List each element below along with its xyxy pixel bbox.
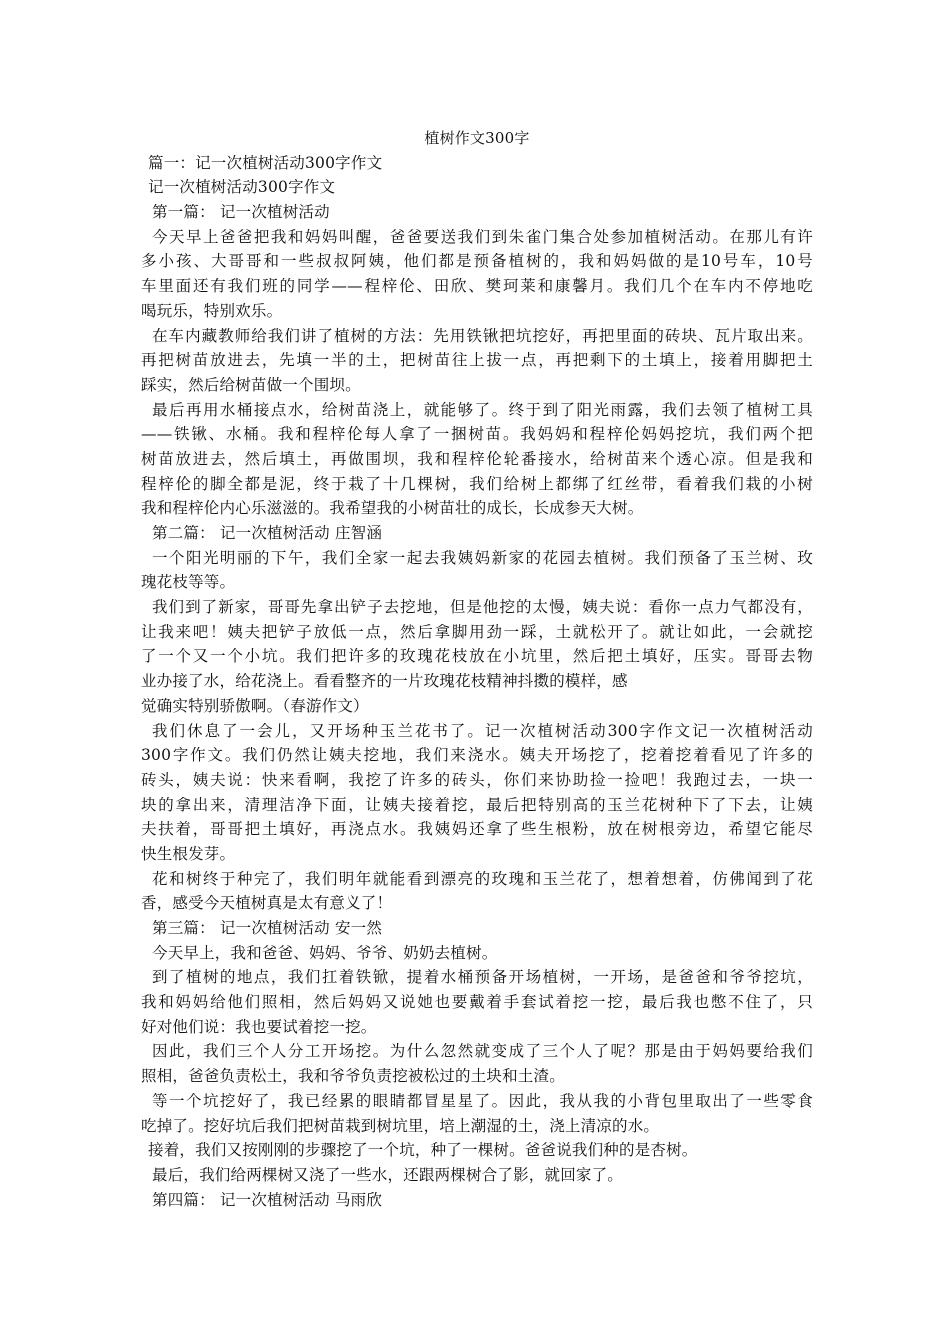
paragraph-line: 让我来吧！姨夫把铲子放低一点，然后拿脚用劲一踩，土就松开了。就让如此，一会就挖 — [141, 622, 813, 641]
paragraph-line: 块的拿出来，清理洁净下面，让姨夫接着挖，最后把特别高的玉兰花树种下了下去，让姨 — [141, 795, 813, 814]
paragraph-line: 我们休息了一会儿，又开场种玉兰花书了。记一次植树活动300字作文记一次植树活动 — [152, 721, 813, 740]
paragraph-line: 我们到了新家，哥哥先拿出铲子去挖地，但是他挖的太慢，姨夫说：看你一点力气都没有， — [152, 598, 813, 617]
paragraph-line: 再把树苗放进去，先填一半的土，把树苗往上拔一点，再把剩下的土填上，接着用脚把土 — [141, 351, 813, 370]
section-heading-3: 第三篇： 记一次植树活动 安一然 — [152, 919, 383, 937]
paragraph-line: 夫扶着，哥哥把土填好，再浇点水。我姨妈还拿了些生根粉，放在树根旁边，希望它能尽 — [141, 820, 813, 839]
paragraph-line: 业办接了水，给花浇上。看看整齐的一片玫瑰花枝精神抖擞的模样，感 — [141, 672, 628, 691]
paragraph-line: 多小孩、大哥哥和一些叔叔阿姨，他们都是预备植树的，我和妈妈做的是10号车，10号 — [141, 252, 813, 271]
paragraph-line: 程梓伦的脚全都是泥，终于栽了十几棵树，我们给树上都绑了红丝带，看着我们栽的小树 — [141, 474, 813, 493]
paragraph-line: 踩实，然后给树苗做一个围坝。 — [141, 375, 361, 394]
paragraph-line: 树苗放进去，然后填土，再做围坝，我和程梓伦轮番接水，给树苗来个透心凉。但是我和 — [141, 449, 813, 468]
paragraph-line: 照相，爸爸负责松土，我和爷爷负责挖被松过的土块和土渣。 — [141, 1067, 565, 1086]
paragraph-line: 因此，我们三个人分工开场挖。为什么忽然就变成了三个人了呢？那是由于妈妈要给我们 — [152, 1042, 813, 1061]
section-heading-4: 第四篇： 记一次植树活动 马雨欣 — [152, 1190, 383, 1209]
paragraph-line: 等一个坑挖好了，我已经累的眼睛都冒星星了。因此，我从我的小背包里取出了一些零食 — [152, 1091, 813, 1110]
paragraph-line: 在车内藏教师给我们讲了植树的方法：先用铁锹把坑挖好，再把里面的砖块、瓦片取出来。 — [152, 326, 813, 345]
paragraph-line: 我和程梓伦内心乐滋滋的。我希望我的小树苗壮的成长，长成参天大树。 — [141, 499, 644, 518]
paragraph-line: 300字作文。我们仍然让姨夫挖地，我们来浇水。姨夫开场挖了，挖着挖着看见了许多的 — [141, 746, 813, 765]
paragraph-line: 了一个又一个小坑。我们把许多的玫瑰花枝放在小坑里，然后把土填好，压实。哥哥去物 — [141, 647, 813, 666]
paragraph-line: 花和树终于种完了，我们明年就能看到漂亮的玫瑰和玉兰花了，想着想着，仿佛闻到了花 — [152, 869, 813, 888]
document-title: 植树作文300字 — [424, 129, 530, 147]
section-heading-2: 第二篇： 记一次植树活动 庄智涵 — [152, 524, 383, 542]
paragraph-line: 好对他们说：我也要试着挖一挖。 — [141, 1017, 377, 1036]
paragraph-line: 今天早上爸爸把我和妈妈叫醒，爸爸要送我们到朱雀门集合处参加植树活动。在那儿有许 — [152, 227, 813, 246]
paragraph-line: 瑰花枝等等。 — [141, 573, 236, 592]
document-page — [141, 126, 813, 1212]
paragraph-line: 吃掉了。挖好坑后我们把树苗栽到树坑里，培上潮湿的土，浇上清凉的水。 — [141, 1116, 660, 1135]
paragraph-line: 我和妈妈给他们照相，然后妈妈又说她也要戴着手套试着挖一挖，最后我也憋不住了，只 — [141, 993, 813, 1012]
paragraph-line: 今天早上，我和爸爸、妈妈、爷爷、奶奶去植树。 — [152, 943, 498, 962]
paragraph-line: 最后再用水桶接点水，给树苗浇上，就能够了。终于到了阳光雨露，我们去领了植树工具 — [152, 400, 813, 419]
paragraph-line: 接着，我们又按刚刚的步骤挖了一个坑，种了一棵树。爸爸说我们种的是杏树。 — [148, 1141, 698, 1160]
paragraph-line: 到了植树的地点，我们扛着铁锨，提着水桶预备开场植树，一开场，是爸爸和爷爷挖坑， — [152, 968, 813, 987]
paragraph-line: 车里面还有我们班的同学——程梓伦、田欣、樊珂莱和康馨月。我们几个在车内不停地吃 — [141, 277, 813, 296]
paragraph-line: 一个阳光明丽的下午，我们全家一起去我姨妈新家的花园去植树。我们预备了玉兰树、玫 — [152, 548, 813, 567]
paragraph-line: 喝玩乐，特别欢乐。 — [141, 301, 283, 320]
subheading: 记一次植树活动300字作文 — [148, 178, 336, 197]
paragraph-line: 觉确实特别骄傲啊。（春游作文） — [141, 696, 369, 715]
paragraph-line: 砖头，姨夫说：快来看啊，我挖了许多的砖头，你们来协助捡一捡吧！我跑过去，一块一 — [141, 770, 813, 789]
paragraph-line: ——铁锹、水桶。我和程梓伦每人拿了一捆树苗。我妈妈和程梓伦妈妈挖坑，我们两个把 — [141, 425, 813, 444]
heading-article-1: 篇一：记一次植树活动300字作文 — [148, 153, 383, 172]
section-heading-1: 第一篇： 记一次植树活动 — [152, 203, 330, 222]
paragraph-line: 快生根发芽。 — [141, 844, 236, 863]
paragraph-line: 最后，我们给两棵树又浇了一些水，还跟两棵树合了影，就回家了。 — [152, 1165, 624, 1184]
paragraph-line: 香，感受今天植树真是太有意义了！ — [141, 894, 393, 913]
